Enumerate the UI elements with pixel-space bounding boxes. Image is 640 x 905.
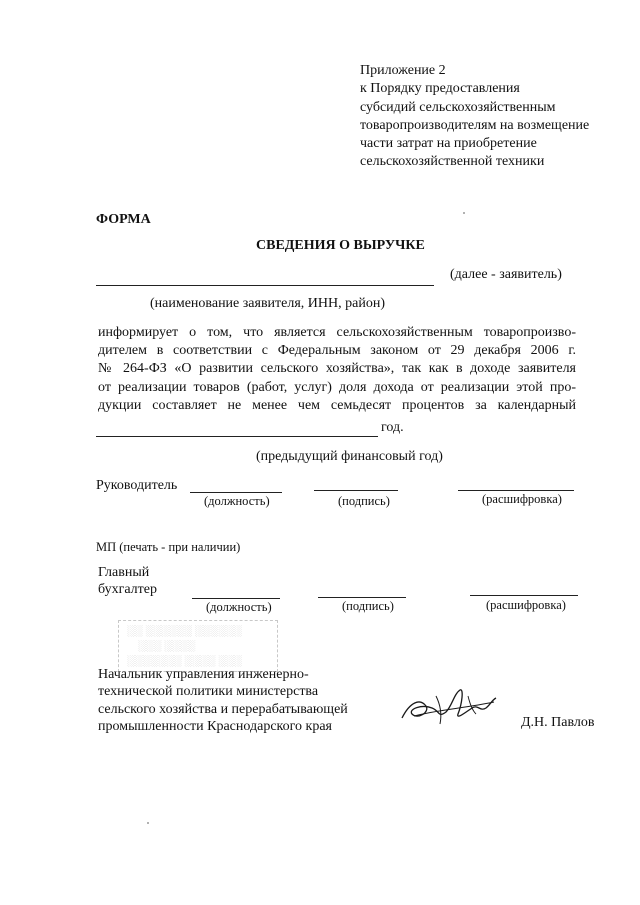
signoff-line: сельского хозяйства и перерабатывающей bbox=[98, 701, 348, 717]
appendix-line: субсидий сельскохозяйственным bbox=[360, 99, 556, 115]
accountant-label-line2: бухгалтер bbox=[98, 582, 157, 597]
accountant-position-field[interactable] bbox=[192, 598, 280, 599]
director-position-field[interactable] bbox=[190, 492, 282, 493]
accountant-position-caption: (должность) bbox=[206, 600, 272, 614]
applicant-suffix: (далее - заявитель) bbox=[450, 267, 562, 282]
applicant-caption: (наименование заявителя, ИНН, район) bbox=[150, 296, 385, 311]
appendix-line: Приложение 2 bbox=[360, 63, 446, 78]
accountant-signature-caption: (подпись) bbox=[342, 599, 394, 613]
signoff-block bbox=[98, 666, 348, 736]
appendix-line: товаропроизводителям на возмещение bbox=[360, 117, 590, 133]
appendix-line: к Порядку предоставления bbox=[360, 81, 520, 97]
accountant-label-line1: Главный bbox=[98, 565, 150, 580]
appendix-block bbox=[360, 62, 589, 172]
document-title: СВЕДЕНИЯ О ВЫРУЧКЕ bbox=[256, 238, 425, 253]
accountant-decoding-caption: (расшифровка) bbox=[486, 598, 566, 612]
director-signature-field[interactable] bbox=[314, 490, 398, 491]
signoff-line: Начальник управления инженерно- bbox=[98, 667, 309, 682]
year-suffix: год. bbox=[381, 420, 404, 435]
signatory-name: Д.Н. Павлов bbox=[521, 715, 595, 730]
year-caption: (предыдущий финансовый год) bbox=[256, 449, 443, 464]
body-paragraph bbox=[98, 324, 576, 415]
body-line: дителем в соответствии с Федеральным законом от 29 декабря 2006 г. bbox=[98, 343, 576, 359]
faint-stamp: ░░ ░░░░░░ ░░░░░░ ░░░ ░░░░ ░░░░░░░ ░░░░ ░░░ bbox=[118, 620, 278, 672]
scan-speck bbox=[463, 212, 465, 214]
stamp-note: МП (печать - при наличии) bbox=[96, 540, 241, 554]
body-line: № 264-ФЗ «О развитии сельского хозяйства», так как в доходе заявителя bbox=[98, 361, 576, 377]
body-line: информирует о том, что является сельскохозяйственным товаропроизво- bbox=[98, 325, 576, 340]
body-line: от реализации товаров (работ, услуг) доля дохода от реализации этой про- bbox=[98, 379, 576, 395]
handwritten-signature bbox=[396, 684, 504, 730]
director-position-caption: (должность) bbox=[204, 494, 270, 508]
form-label: ФОРМА bbox=[96, 212, 151, 227]
appendix-line: части затрат на приобретение bbox=[360, 136, 537, 152]
director-decoding-field[interactable] bbox=[458, 490, 574, 491]
accountant-decoding-field[interactable] bbox=[470, 595, 578, 596]
director-label: Руководитель bbox=[96, 478, 178, 493]
appendix-line: сельскохозяйственной техники bbox=[360, 154, 545, 170]
year-field[interactable] bbox=[96, 436, 378, 437]
applicant-name-field[interactable] bbox=[96, 285, 434, 286]
director-decoding-caption: (расшифровка) bbox=[482, 492, 562, 506]
signoff-line: технической политики министерства bbox=[98, 684, 319, 700]
accountant-signature-field[interactable] bbox=[318, 597, 406, 598]
director-signature-caption: (подпись) bbox=[338, 494, 390, 508]
scan-speck bbox=[147, 822, 149, 824]
body-line: дукции составляет не менее чем семьдесят процентов за календарный bbox=[98, 397, 576, 413]
signoff-line: промышленности Краснодарского края bbox=[98, 719, 332, 735]
